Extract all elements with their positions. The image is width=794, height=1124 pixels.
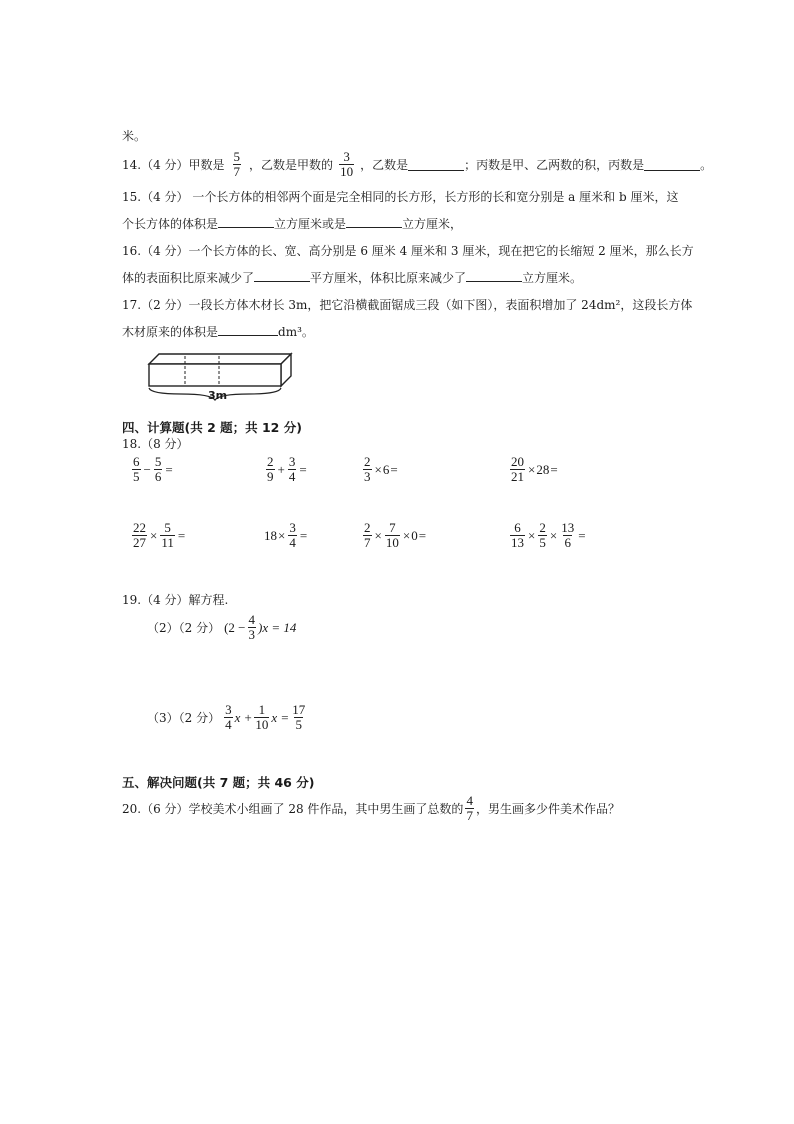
q19-label: 19.（4 分）解方程. (122, 593, 229, 607)
q17-line-1: 17.（2 分）一段长方体木材长 3m，把它沿横截面锯成三段（如下图），表面积增加了 24dm²，这段长方体 (122, 298, 693, 312)
q17-line-2 (122, 323, 314, 340)
calc-item: $\frac{2}{3}$ × 6 = (364, 454, 398, 484)
q14-text-4: ；丙数是甲、乙两数的积，丙数是 (464, 157, 645, 172)
q19-part-2-expr: (2 − (224, 619, 246, 635)
q18-label: 18.（8 分） (122, 437, 189, 451)
q19-part-3-expr: x + (234, 709, 253, 725)
question-20 (122, 794, 620, 823)
q16-text-a: 体的表面积比原来减少了 (122, 271, 255, 285)
q15-text-b: 立方厘米或是 (274, 217, 347, 231)
q19-part-2 (147, 613, 296, 642)
calc-item: $\frac{20}{21}$ × 28 = (511, 454, 558, 484)
q14-fraction-1: $\frac{5}{7}$ (233, 149, 241, 179)
section-4-heading: 四、计算题(共 2 题；共 12 分) (122, 420, 302, 435)
q20-fraction: $\frac{4}{7}$ (466, 793, 473, 823)
question-14 (122, 150, 712, 179)
q16-line-1: 16.（4 分）一个长方体的长、宽、高分别是 6 厘米 4 厘米和 3 厘米，现在把它的长缩短 2 厘米，那么长方 (122, 244, 694, 258)
answer-blank[interactable] (254, 269, 310, 282)
q14-text-1: 14.（4 分）甲数是 (122, 157, 225, 172)
q16-line-2 (122, 269, 582, 286)
q19-part-3-fraction: $\frac{1}{10}$ (255, 702, 269, 732)
q14-text-2: ，乙数是甲数的 (249, 157, 334, 172)
q19-part-2-expr-end: )x = 14 (258, 619, 297, 635)
calc-item: $\frac{22}{27}$ × $\frac{5}{11}$ = (133, 520, 186, 550)
answer-blank[interactable] (346, 215, 402, 228)
q19-part-2-fraction: $\frac{4}{3}$ (248, 612, 256, 642)
q20-text-1: 20.（6 分）学校美术小组画了 28 件作品，其中男生画了总数的 (122, 801, 464, 816)
q19-part-2-label: （2）（2 分） (147, 621, 221, 635)
answer-blank[interactable] (644, 158, 700, 171)
calc-item: 18 × $\frac{3}{4}$ = (264, 520, 308, 550)
q20-text-2: ，男生画多少件美术作品？ (475, 801, 620, 816)
q14-text-3: ，乙数是 (360, 157, 409, 172)
calc-item: $\frac{2}{7}$ × $\frac{7}{10}$ × 0 = (364, 520, 427, 550)
answer-blank[interactable] (408, 158, 464, 171)
q19-part-3-label: （3）（2 分） (147, 711, 221, 725)
q14-fraction-2: $\frac{3}{10}$ (340, 149, 354, 179)
q13-tail: 米。 (122, 129, 147, 143)
calc-item: $\frac{2}{9}$ + $\frac{3}{4}$ = (267, 454, 307, 484)
q16-text-b: 平方厘米，体积比原来减少了 (310, 271, 467, 285)
calc-item: $\frac{6}{13}$ × $\frac{2}{5}$ × $\frac{13}{6}$ = (511, 520, 586, 550)
answer-blank[interactable] (218, 215, 274, 228)
q15-line-2 (122, 215, 462, 232)
q15-line-1: 15.（4 分） 一个长方体的相邻两个面是完全相同的长方形，长方形的长和宽分别是 a 厘米和 b 厘米，这 (122, 190, 679, 204)
q15-text-c: 立方厘米， (402, 217, 463, 231)
q16-text-c: 立方厘米。 (522, 271, 583, 285)
q19-part-3-expr: x = (271, 709, 290, 725)
q17-text-b: dm³。 (278, 325, 314, 339)
q15-text-a: 个长方体的体积是 (122, 217, 219, 231)
q19-part-3-fraction: $\frac{17}{5}$ (292, 702, 306, 732)
q19-part-3 (147, 703, 308, 732)
q14-text-5: 。 (700, 157, 713, 172)
answer-blank[interactable] (466, 269, 522, 282)
calc-item: $\frac{6}{5}$ − $\frac{5}{6}$ = (133, 454, 173, 484)
q19-part-3-fraction: $\frac{3}{4}$ (225, 702, 232, 732)
section-5-heading: 五、解决问题(共 7 题；共 46 分) (122, 775, 315, 790)
figure-label: 3m (208, 389, 228, 402)
q17-text-a: 木材原来的体积是 (122, 325, 219, 339)
answer-blank[interactable] (218, 323, 278, 336)
